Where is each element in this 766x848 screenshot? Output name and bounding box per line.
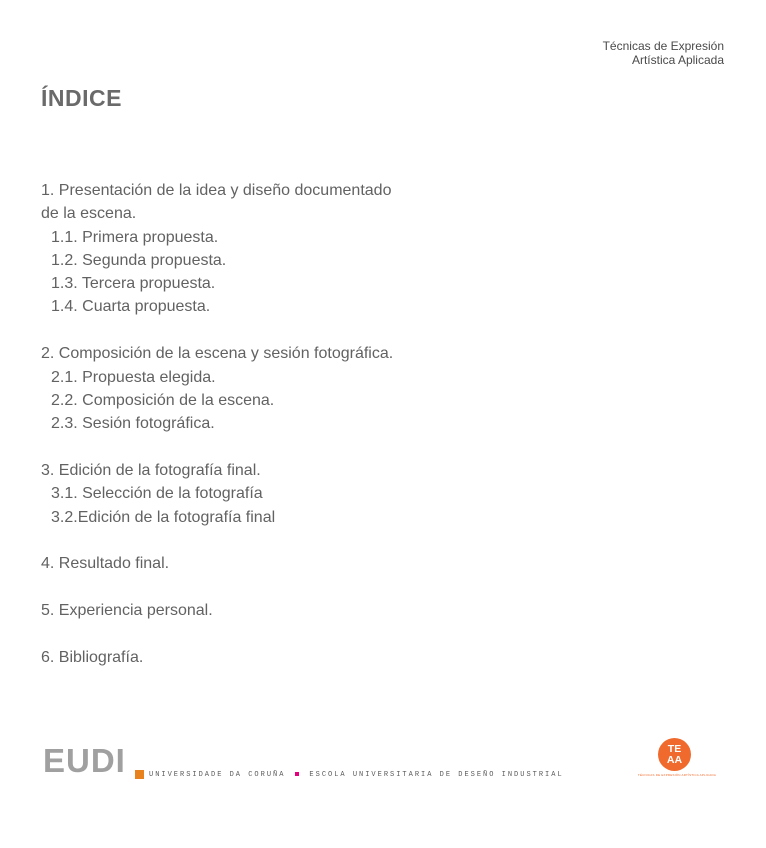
toc-subitem: 1.1. Primera propuesta.	[51, 228, 219, 246]
course-title-line2: Artística Aplicada	[631, 53, 724, 67]
toc-section	[41, 599, 501, 622]
university-name: UNIVERSIDADE DA CORUÑA	[149, 771, 286, 779]
course-title	[603, 39, 724, 67]
toc-section	[41, 459, 501, 529]
toc-subitem: 2.2. Composición de la escena.	[51, 391, 275, 409]
footer-institution-line	[149, 771, 564, 779]
eudi-logo: EUDI	[43, 742, 126, 779]
toc-subitem: 1.2. Segunda propuesta.	[51, 251, 227, 269]
badge-caption: TÉCNICAS DE EXPRESIÓN ARTÍSTICA APLICADA	[637, 773, 717, 777]
toc-heading-line: 4. Resultado final.	[41, 555, 170, 573]
toc-subitem: 2.1. Propuesta elegida.	[51, 368, 216, 386]
badge-top-text: TE	[667, 742, 682, 755]
toc-subitem: 3.2.Edición de la fotografía final	[51, 508, 276, 526]
teaa-badge-icon	[658, 738, 691, 771]
toc-section	[41, 342, 501, 435]
toc-subitem: 3.1. Selección de la fotografía	[51, 485, 263, 503]
toc-subitem: 1.3. Tercera propuesta.	[51, 275, 216, 293]
footer	[43, 738, 727, 788]
toc-heading-line: 6. Bibliografía.	[41, 648, 144, 666]
toc-subitem: 2.3. Sesión fotográfica.	[51, 415, 215, 433]
badge-bottom-text: AA	[666, 753, 683, 766]
course-title-line1: Técnicas de Expresión	[602, 39, 724, 53]
toc-heading-line: 1. Presentación de la idea y diseño documentado	[41, 182, 392, 199]
toc-section	[41, 646, 501, 669]
toc-heading-line: de la escena.	[41, 205, 137, 223]
separator-square-icon	[295, 772, 299, 776]
page-title: ÍNDICE	[41, 85, 122, 111]
school-name: ESCOLA UNIVERSITARIA DE DESEÑO INDUSTRIAL	[309, 771, 564, 779]
table-of-contents	[41, 179, 501, 693]
toc-heading-line: 5. Experiencia personal.	[41, 602, 213, 620]
toc-heading-line: 2. Composición de la escena y sesión fotográfica.	[41, 345, 394, 363]
toc-subitem: 1.4. Cuarta propuesta.	[51, 298, 211, 316]
logo-accent-square	[135, 770, 144, 779]
toc-section	[41, 552, 501, 575]
toc-heading-line: 3. Edición de la fotografía final.	[41, 461, 261, 479]
toc-section	[41, 179, 501, 319]
